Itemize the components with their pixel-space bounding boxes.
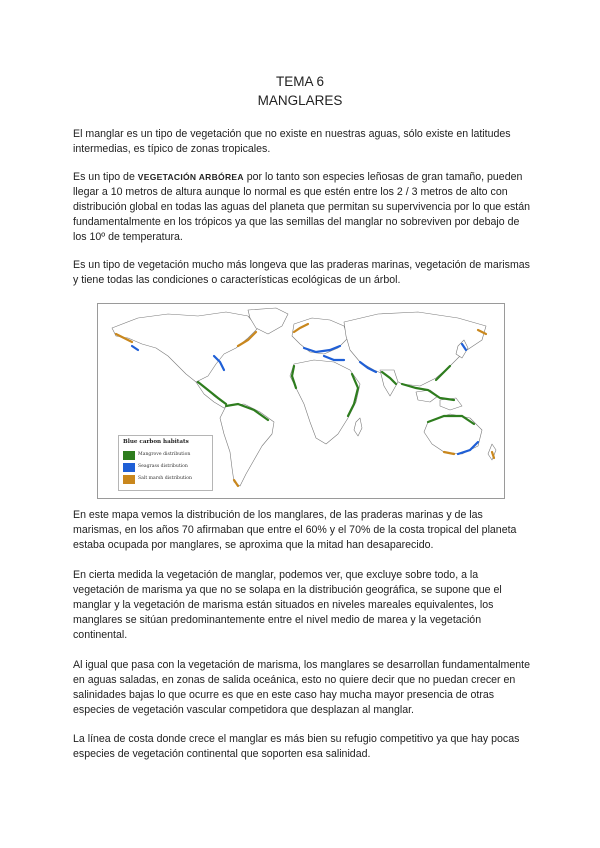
- map-legend: [118, 435, 213, 491]
- paragraph-7: La línea de costa donde crece el manglar es más bien su refugio competitivo ya que hay pocas especies de vegetación continental que soporten esa salinidad.: [73, 733, 520, 760]
- mangrove-swatch: [123, 451, 135, 460]
- legend-item-seagrass: [123, 463, 209, 472]
- salt-marsh-swatch: [123, 475, 135, 484]
- legend-label-mangrove: Mangrove distribution: [138, 452, 191, 457]
- legend-item-mangrove: [123, 451, 209, 460]
- legend-item-salt-marsh: [123, 475, 209, 484]
- world-distribution-map: [97, 303, 505, 499]
- document-title: TEMA 6: [275, 74, 324, 89]
- legend-label-salt-marsh: Salt marsh distribution: [138, 476, 192, 481]
- paragraph-5: En cierta medida la vegetación de manglar, podemos ver, que excluye sobre todo, a la vegetación de marisma ya que no se solapa en la distribución geográfica, se supone que el manglar y la vegetación de marisma están situados en niveles mareales equivalentes, los manglares se sitúan predominantemente entre el nivel medio de marea y la vegetación continental.: [73, 569, 502, 641]
- document-subtitle: MANGLARES: [257, 93, 343, 108]
- seagrass-swatch: [123, 463, 135, 472]
- paragraph-1: El manglar es un tipo de vegetación que no existe en nuestras aguas, sólo existe en latitudes intermedias, es típico de zonas tropicales.: [73, 128, 511, 155]
- paragraph-2: [73, 170, 531, 245]
- legend-label-seagrass: Seagrass distribution: [138, 464, 188, 469]
- legend-title: Blue carbon habitats: [123, 439, 189, 445]
- paragraph-2-start: Es un tipo de: [73, 171, 138, 183]
- paragraph-6: Al igual que pasa con la vegetación de marisma, los manglares se desarrollan fundamentalmente en aguas saladas, en zonas de salida oceánica, esto no quiere decir que no puedan crecer en salinidades bajas lo que ocurre es que en este caso hay mucha mayor presencia de otras especies de vegetación vascular competidora que desplazan al manglar.: [73, 659, 530, 716]
- emphasis-vegetacion-arborea: VEGETACIÓN ARBÓREA: [137, 172, 244, 182]
- paragraph-3: Es un tipo de vegetación mucho más longeva que las praderas marinas, vegetación de marismas y tiene todas las condiciones o características ecológicas de un árbol.: [73, 259, 530, 286]
- paragraph-4: En este mapa vemos la distribución de los manglares, de las praderas marinas y de las marismas, en los años 70 afirmaban que entre el 60% y el 70% de la costa tropical del planeta estaba ocupada por manglares, se aproxima que la mitad han desaparecido.: [73, 509, 517, 551]
- paragraph-2-end: por lo tanto son especies leñosas de gran tamaño, pueden llegar a 10 metros de altura aunque lo normal es que estén entre los 2 / 3 metros de alto con distribución global en todas las aguas del planeta que permitan su supervivencia por lo que están fundamentalmente en los trópicos ya que las semillas del manglar no sobreviven por debajo de los 10º de temperatura.: [73, 171, 531, 243]
